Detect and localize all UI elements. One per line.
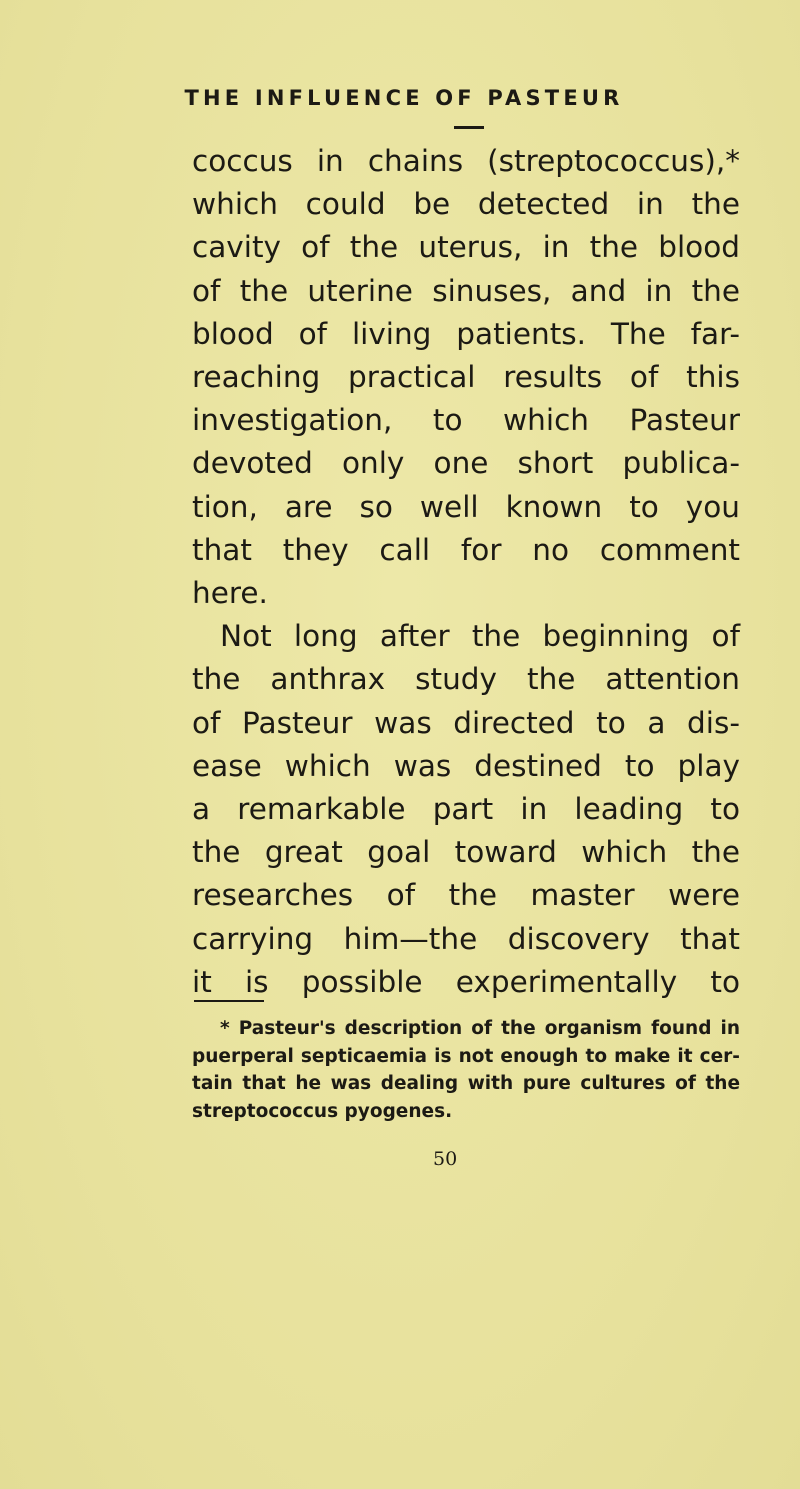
body-line: ease which was destined to play bbox=[192, 748, 740, 783]
body-line: devoted only one short publica- bbox=[192, 446, 740, 481]
footnote-line: * Pasteur's description of the organism found in bbox=[220, 1018, 740, 1039]
footnote-line: streptococcus pyogenes. bbox=[192, 1100, 453, 1122]
body-line: investigation, to which Pasteur bbox=[192, 403, 740, 438]
footnote-line: tain that he was dealing with pure cultures of the bbox=[192, 1073, 740, 1094]
body-line: a remarkable part in leading to bbox=[192, 792, 740, 827]
body-line: it is possible experimentally to bbox=[192, 964, 740, 999]
running-head-rule bbox=[454, 126, 484, 129]
footnote-line: puerperal septicaemia is not enough to make it cer- bbox=[192, 1045, 740, 1067]
body-line: researches of the master were bbox=[192, 878, 740, 913]
body-line: reaching practical results of this bbox=[192, 360, 740, 395]
running-head: THE INFLUENCE OF PASTEUR bbox=[184, 86, 624, 110]
body-line: blood of living patients. The far- bbox=[192, 316, 740, 351]
footnote bbox=[192, 1015, 740, 1125]
body-line: of Pasteur was directed to a dis- bbox=[192, 705, 740, 740]
body-line: carrying him—the discovery that bbox=[192, 921, 740, 956]
body-line: here. bbox=[192, 576, 268, 611]
body-line: of the uterine sinuses, and in the bbox=[192, 273, 740, 308]
body-line: the anthrax study the attention bbox=[192, 662, 740, 697]
footnote-rule bbox=[194, 1000, 264, 1002]
body-line: coccus in chains (streptococcus),* bbox=[192, 144, 740, 178]
body-line: tion, are so well known to you bbox=[192, 489, 740, 524]
body-line: that they call for no comment bbox=[192, 532, 740, 567]
body-line: cavity of the uterus, in the blood bbox=[192, 230, 740, 265]
body-text bbox=[192, 140, 740, 1004]
page-number: 50 bbox=[433, 1148, 458, 1170]
body-line: Not long after the beginning of bbox=[220, 619, 740, 654]
body-line: the great goal toward which the bbox=[192, 835, 740, 870]
body-line: which could be detected in the bbox=[192, 187, 740, 222]
